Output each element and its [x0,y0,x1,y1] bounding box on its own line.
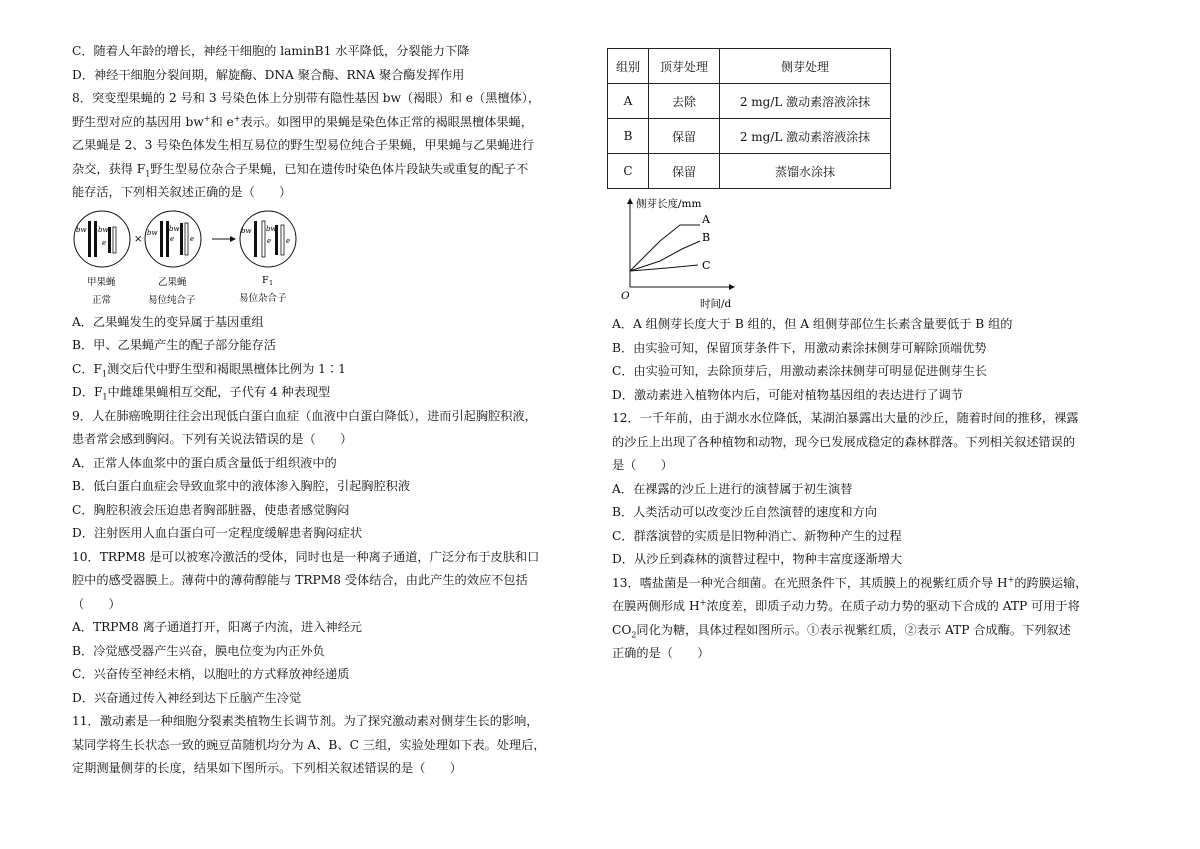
subscript-1: 1 [101,368,108,378]
q13-stem-line1 [612,572,1088,596]
chromosome-bar [262,221,265,257]
q8-text: 野生型对应的基因用 bw [72,114,204,129]
caption-normal: 正常 [92,294,112,306]
allele-label: e [267,236,272,245]
table-header-row [608,49,891,84]
q10-stem-line1: 10．TRPM8 是可以被寒冷激活的受体，同时也是一种离子通道，广泛分布于皮肤和口 [72,549,540,564]
subscript-1: 1 [145,168,151,178]
q11-option-b: B．由实验可知，保留顶芽条件下，用激动素涂抹侧芽可解除顶端优势 [612,340,987,355]
q13-text: 浓度差，即质子动力势。在质子动力势的驱动下合成的 ATP 可用于将 [706,599,1080,613]
caption-f: F [262,274,269,286]
caption-f-sub: 1 [269,278,274,287]
q12-option-d: D．从沙丘到森林的演替过程中，物种丰富度逐渐增大 [612,552,903,566]
table-row [608,119,891,154]
allele-label: bw [241,226,252,235]
q9-option-c: C．胸腔积液会压迫患者胸部脏器，使患者感觉胸闷 [72,502,350,517]
table-row [608,84,891,119]
q11-option-a: A．A 组侧芽长度大于 B 组的，但 A 组侧芽部位生长素含量要低于 B 组的 [612,317,1013,331]
chromosome-bar [185,223,188,255]
q8-text: 表示。如图甲的果蝇是染色体正常的褐眼黑檀体果蝇， [240,114,533,129]
q8-text: 杂交，获得 F [72,161,146,176]
table-cell: B [608,119,649,154]
curve-label-a: A [702,213,710,226]
subscript-2: 2 [631,629,637,639]
allele-label: bw [76,225,87,234]
q9-option-b: B．低白蛋白血症会导致血浆中的液体渗入胸腔，引起胸腔积液 [72,479,411,493]
option-text: D．F [72,385,103,399]
q10-stem-line2: 腔中的感受器膜上。薄荷中的薄荷醇能与 TRPM8 受体结合，由此产生的效应不包括 [72,573,528,587]
chromosome-bar [254,221,257,257]
q8-text: 野生型易位杂合子果蝇，已知在遗传时染色体片段缺失或重复的配子不 [150,161,529,176]
allele-label: bw [266,224,277,233]
q9-stem-line1: 9．人在肺癌晚期往往会出现低白蛋白血症（血液中白蛋白降低），进而引起胸腔积液， [72,408,537,423]
origin-label: O [621,290,630,302]
table-cell: 保留 [649,119,720,154]
q8-option-c [72,358,532,382]
table-cell: 去除 [649,84,720,119]
table-cell: 蒸馏水涂抹 [720,154,891,189]
chromosome-bar [94,221,97,257]
chromosome-bar [281,225,284,255]
q11-stem-line1: 11．激动素是一种细胞分裂素类植物生长调节剂。为了探究激动素对侧芽生长的影响， [72,714,539,728]
option-text: 测交后代中野生型和褐眼黑檀体比例为 1∶1 [107,361,346,376]
chromosome-bar [180,223,183,255]
q13-text: CO [612,622,632,637]
q7-option-d: D．神经干细胞分裂间期，解旋酶、DNA 聚合酶、RNA 聚合酶发挥作用 [72,67,465,82]
q8-stem-line5: 能存活，下列相关叙述正确的是（ ） [72,185,292,199]
q13-text: 在膜两侧形成 H [612,599,700,613]
q11-option-c: C．由实验可知，去除顶芽后，用激动素涂抹侧芽可明显促进侧芽生长 [612,364,987,378]
curve-label-c: C [702,259,711,272]
q8-option-a: A．乙果蝇发生的变异属于基因重组 [72,314,264,329]
table-cell: A [608,84,649,119]
table-cell: 2 mg/L 激动素溶液涂抹 [720,84,891,119]
table-cell: 2 mg/L 激动素溶液涂抹 [720,119,891,154]
q13-text: 13．嗜盐菌是一种光合细菌。在光照条件下，其质膜上的视紫红质介导 H [612,575,1008,590]
q11-stem-line2: 某同学将生长状态一致的豌豆苗随机均分为 A、B、C 三组，实验处理如下表。处理后， [72,737,546,752]
q9-option-a: A．正常人体血浆中的蛋白质含量低于组织液中的 [72,455,337,470]
allele-label: e [286,236,291,245]
caption-yi: 乙果蝇 [158,276,187,288]
caption-heterozygote: 易位杂合子 [239,292,287,304]
allele-label: bw [169,224,180,233]
q9-option-d: D．注射医用人血白蛋白可一定程度缓解患者胸闷症状 [72,526,363,540]
chromosome-bar [88,221,91,257]
chromosome-cross-figure [72,207,312,311]
arrow-head [230,236,236,242]
superscript-plus: + [203,113,211,123]
superscript-plus: + [1007,574,1015,584]
table-header: 顶芽处理 [649,49,720,84]
option-text: 中雌雄果蝇相互交配，子代有 4 种表现型 [107,385,331,399]
q8-option-d [72,381,532,405]
allele-label: e [170,234,175,243]
q12-stem-line1: 12．一千年前，由于湖水水位降低，某湖泊暴露出大量的沙丘，随着时间的推移，裸露 [612,411,1079,425]
table-cell: 保留 [649,154,720,189]
q8-text: 和 e [210,114,234,129]
table-header: 组别 [608,49,649,84]
left-column [72,40,546,781]
q8-option-b: B．甲、乙果蝇产生的配子部分能存活 [72,338,276,352]
table-row [608,154,891,189]
superscript-plus: + [699,597,707,607]
curve-a [630,225,700,271]
q13-stem-line4: 正确的是（ ） [612,646,710,660]
q11-option-d: D．激动素进入植物体内后，可能对植物基因组的表达进行了调节 [612,387,964,402]
q12-option-b: B．人类活动可以改变沙丘自然演替的速度和方向 [612,505,877,519]
allele-label: bw [98,225,109,234]
x-axis-label: 时间/d [700,298,732,310]
q8-stem-line1: 8．突变型果蝇的 2 号和 3 号染色体上分别带有隐性基因 bw（褐眼）和 e（黑檀体）， [72,91,541,105]
q9-stem-line2: 患者常会感到胸闷。下列有关说法错误的是（ ） [72,432,353,446]
allele-label: e [190,234,195,243]
q8-stem-line4 [72,158,532,182]
q12-option-c: C．群落演替的实质是旧物种消亡、新物种产生的过程 [612,528,902,543]
q10-option-b: B．冷觉感受器产生兴奋，膜电位变为内正外负 [72,643,325,658]
curve-label-b: B [702,231,711,244]
caption-jia: 甲果蝇 [87,276,116,288]
q10-option-c: C．兴奋传至神经末梢，以胞吐的方式释放神经递质 [72,667,350,681]
q12-stem-line2: 的沙丘上出现了各种植物和动物，现今已发展成稳定的森林群落。下列相关叙述错误的 [612,434,1076,449]
q13-stem-line2 [612,595,1080,619]
q10-option-d: D．兴奋通过传入神经到达下丘脑产生冷觉 [72,690,302,705]
lateral-bud-growth-graph [612,195,762,313]
table-cell: C [608,154,649,189]
q10-option-a: A．TRPM8 离子通道打开，阳离子内流，进入神经元 [72,620,362,634]
cross-symbol: × [134,233,143,245]
option-text: C．F [72,361,102,376]
q7-option-c: C．随着人年龄的增长，神经干细胞的 laminB1 水平降低，分裂能力下降 [72,44,470,58]
q13-stem-line3 [612,619,1074,643]
q10-stem-line3: （ ） [72,596,121,611]
y-axis-label: 侧芽长度/mm [636,198,702,210]
q13-text: 的跨膜运输， [1014,575,1088,590]
experiment-table [607,48,891,189]
q11-stem-line3: 定期测量侧芽的长度，结果如下图所示。下列相关叙述错误的是（ ） [72,761,462,775]
chromosome-bar [113,227,116,253]
table-header: 侧芽处理 [720,49,891,84]
curve-b [630,241,700,271]
chromosome-bar [160,221,163,257]
q8-stem-line3: 乙果蝇是 2、3 号染色体发生相互易位的野生型易位纯合子果蝇，甲果蝇与乙果蝇进行 [72,138,535,152]
q12-stem-line3: 是（ ） [612,458,673,472]
caption-homozygote: 易位纯合子 [148,294,196,306]
q13-text: 同化为糖，具体过程如图所示。①表示视紫红质，②表示 ATP 合成酶。下列叙述 [636,622,1071,637]
allele-label: bw [147,228,158,237]
right-column [612,44,1088,666]
q8-stem-line2 [72,111,532,135]
subscript-1: 1 [102,392,108,402]
q12-option-a: A．在裸露的沙丘上进行的演替属于初生演替 [612,481,853,496]
superscript-plus: + [233,113,241,123]
allele-label: e [102,238,107,247]
